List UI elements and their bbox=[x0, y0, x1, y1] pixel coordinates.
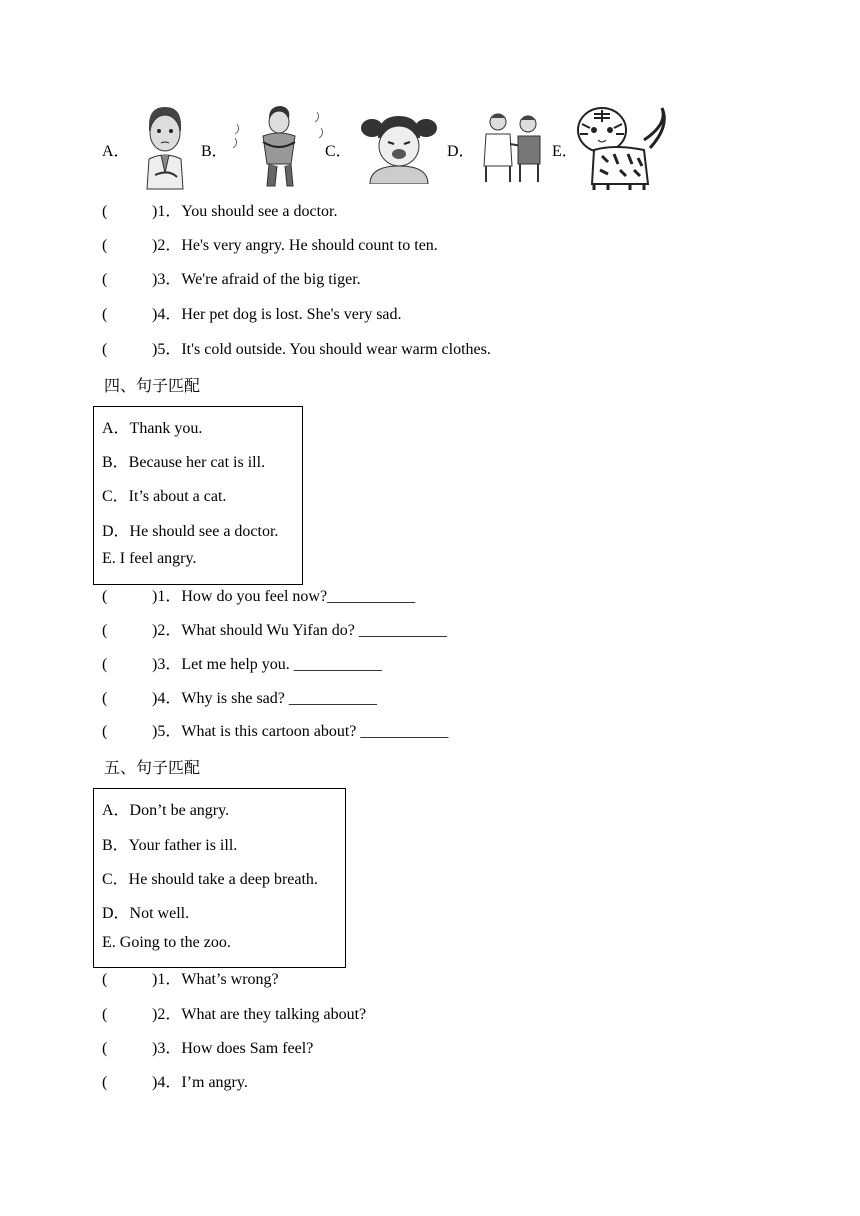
option-e: E. Going to the zoo. bbox=[102, 934, 231, 951]
question-text: Her pet dog is lost. She's very sad. bbox=[181, 306, 402, 323]
answer-blank[interactable]: ( bbox=[102, 1074, 108, 1091]
list-item: ( )1．You should see a doctor. bbox=[102, 201, 338, 223]
answer-blank[interactable]: ( bbox=[102, 971, 108, 988]
question-text: What is this cartoon about? ___________ bbox=[181, 723, 449, 740]
picture-label-c: C． bbox=[325, 143, 352, 160]
list-item: ( )5．It's cold outside. You should wear warm clothes. bbox=[102, 339, 491, 361]
question-text: I’m angry. bbox=[181, 1074, 248, 1091]
answer-blank[interactable]: ( bbox=[102, 341, 108, 358]
option-d: D．He should see a doctor. bbox=[102, 523, 279, 540]
list-item: ( )3．We're afraid of the big tiger. bbox=[102, 269, 361, 291]
list-item: ( )4．Her pet dog is lost. She's very sad. bbox=[102, 304, 402, 326]
option-b: B．Your father is ill. bbox=[102, 837, 238, 854]
question-text: How do you feel now?___________ bbox=[181, 588, 416, 605]
question-text: He's very angry. He should count to ten. bbox=[181, 237, 438, 254]
answer-blank[interactable]: ( bbox=[102, 271, 108, 288]
options-box bbox=[93, 788, 346, 968]
section-heading: 五、句子匹配 bbox=[104, 758, 201, 777]
picture-label-b: B． bbox=[201, 143, 228, 160]
question-text: What are they talking about? bbox=[181, 1006, 367, 1023]
answer-blank[interactable]: ( bbox=[102, 622, 108, 639]
answer-blank[interactable]: ( bbox=[102, 723, 108, 740]
confused-boy-icon bbox=[135, 103, 193, 191]
answer-blank[interactable]: ( bbox=[102, 1040, 108, 1057]
question-text: Why is she sad? ___________ bbox=[181, 690, 377, 707]
question-text: How does Sam feel? bbox=[181, 1040, 314, 1057]
question-text: It's cold outside. You should wear warm clothes. bbox=[181, 341, 491, 358]
option-c: C．He should take a deep breath. bbox=[102, 871, 318, 888]
list-item: ( )5．What is this cartoon about? ___________ bbox=[102, 721, 448, 743]
answer-blank[interactable]: ( bbox=[102, 588, 108, 605]
list-item: ( )3．Let me help you. ___________ bbox=[102, 654, 382, 676]
options-box bbox=[93, 406, 303, 585]
list-item: ( )3．How does Sam feel? bbox=[102, 1038, 313, 1060]
shivering-boy-icon bbox=[229, 104, 327, 190]
answer-blank[interactable]: ( bbox=[102, 237, 108, 254]
answer-blank[interactable]: ( bbox=[102, 656, 108, 673]
answer-blank[interactable]: ( bbox=[102, 690, 108, 707]
picture-label-e: E． bbox=[552, 143, 578, 160]
option-a: A．Don’t be angry. bbox=[102, 802, 230, 819]
question-text: You should see a doctor. bbox=[181, 203, 338, 220]
option-b: B．Because her cat is ill. bbox=[102, 454, 266, 471]
question-text: What should Wu Yifan do? ___________ bbox=[181, 622, 447, 639]
list-item: ( )2．What should Wu Yifan do? ___________ bbox=[102, 620, 447, 642]
option-c: C．It’s about a cat. bbox=[102, 488, 227, 505]
option-a: A．Thank you. bbox=[102, 420, 203, 437]
crying-girl-icon bbox=[360, 108, 438, 184]
answer-blank[interactable]: ( bbox=[102, 306, 108, 323]
list-item: ( )2．He's very angry. He should count to ten. bbox=[102, 235, 438, 257]
list-item: ( )4．Why is she sad? ___________ bbox=[102, 688, 377, 710]
picture-label-d: D． bbox=[447, 143, 475, 160]
picture-label-a: A． bbox=[102, 143, 130, 160]
question-text: What’s wrong? bbox=[181, 971, 279, 988]
question-text: We're afraid of the big tiger. bbox=[181, 271, 361, 288]
answer-blank[interactable]: ( bbox=[102, 1006, 108, 1023]
list-item: ( )1．How do you feel now?___________ bbox=[102, 586, 415, 608]
option-d: D．Not well. bbox=[102, 905, 190, 922]
tiger-icon bbox=[574, 104, 674, 190]
list-item: ( )4．I’m angry. bbox=[102, 1072, 248, 1094]
option-e: E. I feel angry. bbox=[102, 550, 197, 567]
list-item: ( )1．What’s wrong? bbox=[102, 969, 279, 991]
answer-blank[interactable]: ( bbox=[102, 203, 108, 220]
section-heading: 四、句子匹配 bbox=[104, 376, 201, 395]
list-item: ( )2．What are they talking about? bbox=[102, 1004, 366, 1026]
doctor-patient-icon bbox=[480, 110, 546, 184]
question-text: Let me help you. ___________ bbox=[181, 656, 382, 673]
